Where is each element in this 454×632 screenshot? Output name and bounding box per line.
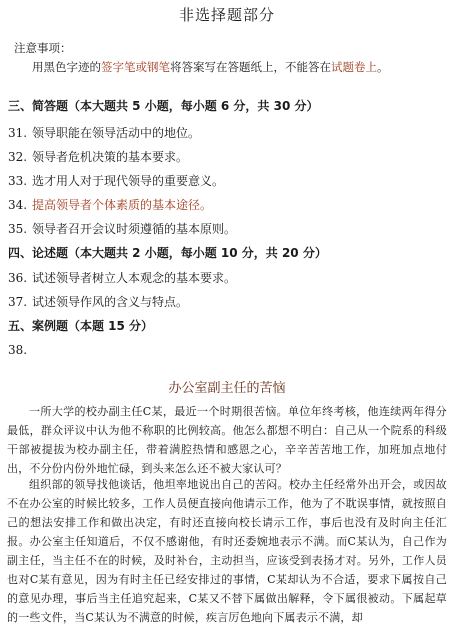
notice-text-2: 签字笔或钢笔 [101,60,170,74]
question-34 [8,196,212,213]
question-number: 35. [8,222,28,236]
case-paragraph: 组织部的领导找他谈话，他坦率地说出自己的苦闷。校办主任经常外出开会，或因故不在办公室的时候比较多，工作人员便直接向他请示工作，他为了不耽误事情，就按照自己的想法安排工作和做出决定，有时还直接向校长请示工作，事后也没有及时向主任汇报。办公室主任知道后，不仅不感谢他，有时还委婉地表示不满。而C某认为，自己作为副主任，当主任不在的时候，及时补台，主动担当，应该受到表扬才对。另外，工作人员也对C某有意见，因为有时主任已经安排过的事情，C某却认为不合适，要求下属按自己的意见办理，事后当主任追究起来，C某又不替下属做出解释，令下属很被动。下属起草的一些文件，当C某认为不满意的时候，疾言厉色地向下属表示不满，却 [7,478,447,624]
question-text: 领导职能在领导活动中的地位。 [32,126,201,140]
notice-body [32,59,389,75]
question-number: 38. [8,343,28,357]
page-title: 非选择题部分 [178,6,275,24]
question-text: 领导者召开会议时须遵循的基本原则。 [32,222,237,236]
question-number: 33. [8,174,28,188]
question-text: 选才用人对于现代领导的重要意义。 [32,174,225,188]
section-heading-case: 五、案例题（本题 15 分） [8,319,154,333]
question-text: 领导者危机决策的基本要求。 [32,150,189,164]
case-paragraph: 一所大学的校办副主任C某，最近一个时期很苦恼。单位年终考核，他连续两年得分最低，群众评议中认为他不称职的比例较高。他怎么都想不明白：自己从一个院系的科级干部被提拔为校办副主任，带着满腔热情和感恩之心，辛辛苦苦地工作，加班加点地付出，不分份内份外地忙碌，到头来怎么还不被大家认可？ [7,405,447,475]
notice-text-3: 将答案写在答题纸上，不能答在 [170,60,331,74]
case-title: 办公室副主任的苦恼 [168,381,286,396]
question-38 [8,343,32,357]
section-heading-essay: 四、论述题（本大题共 2 小题，每小题 10 分，共 20 分） [8,246,327,260]
question-36 [8,269,236,286]
notice-heading: 注意事项： [14,41,72,55]
question-number: 32. [8,150,28,164]
question-number: 37. [8,295,28,309]
question-31 [8,124,200,141]
notice-text-1: 用黑色字迹的 [32,60,101,74]
question-37 [8,293,188,310]
question-32 [8,148,188,165]
question-number: 36. [8,271,28,285]
question-35 [8,220,236,237]
question-number: 31. [8,126,28,140]
question-text: 试述领导作风的含义与特点。 [32,295,189,309]
section-heading-short-answer: 三、简答题（本大题共 5 小题，每小题 6 分，共 30 分） [8,99,319,113]
question-number: 34. [8,198,28,212]
question-text: 提高领导者个体素质的基本途径。 [32,198,213,212]
question-text: 试述领导者树立人本观念的基本要求。 [32,271,237,285]
notice-text-5: 。 [377,60,389,74]
question-33 [8,172,224,189]
notice-text-4: 试题卷上 [331,60,377,74]
